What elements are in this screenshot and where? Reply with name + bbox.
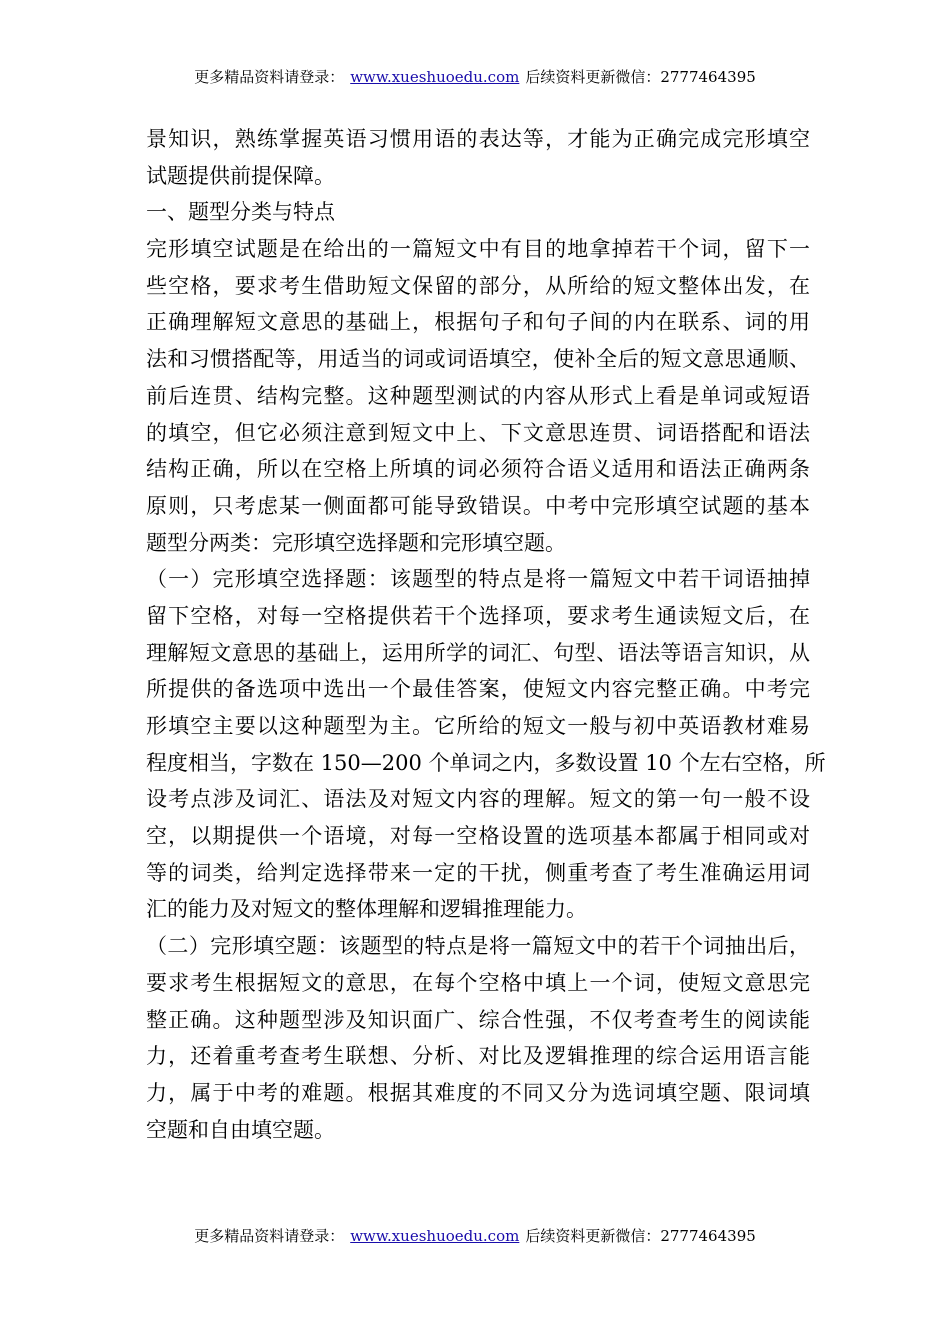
body-line-2: 试题提供前提保障。 (146, 163, 335, 188)
body-line-23: （二）完形填空题：该题型的特点是将一篇短文中的若干个词抽出后， (146, 934, 810, 959)
body-line-7: 法和习惯搭配等，用适当的词或词语填空，使补全后的短文意思通顺、 (146, 347, 810, 372)
body-line-25: 整正确。这种题型涉及知识面广、综合性强，不仅考查考生的阅读能 (146, 1007, 810, 1032)
body-line-20: 空，以期提供一个语境，对每一空格设置的选项基本都属于相同或对 (146, 824, 810, 849)
body-line-10: 结构正确，所以在空格上所填的词必须符合语义适用和语法正确两条 (146, 457, 810, 482)
body-line-26: 力，还着重考查考生联想、分析、对比及逻辑推理的综合运用语言能 (146, 1044, 810, 1069)
body-line-12: 题型分两类：完形填空选择题和完形填空题。 (146, 530, 566, 555)
section-heading: 一、题型分类与特点 (146, 200, 335, 225)
body-line-22: 汇的能力及对短文的整体理解和逻辑推理能力。 (146, 897, 587, 922)
body-line-24: 要求考生根据短文的意思，在每个空格中填上一个词，使短文意思完 (146, 970, 810, 995)
page-header (0, 67, 950, 87)
body-line-27: 力，属于中考的难题。根据其难度的不同又分为选词填空题、限词填 (146, 1080, 810, 1105)
header-prefix: 更多精品资料请登录： (194, 68, 345, 86)
page-footer (0, 1226, 950, 1246)
body-line-17: 形填空主要以这种题型为主。它所给的短文一般与初中英语教材难易 (146, 714, 810, 738)
body-line-14: 留下空格，对每一空格提供若干个选择项，要求考生通读短文后，在 (146, 603, 810, 628)
body-line-9: 的填空，但它必须注意到短文中上、下文意思连贯、词语搭配和语法 (146, 420, 810, 445)
body-line-1: 景知识，熟练掌握英语习惯用语的表达等，才能为正确完成完形填空 (146, 127, 810, 151)
header-site-link[interactable]: www.xueshuoedu.com (350, 68, 520, 86)
footer-suffix: 后续资料更新微信：2777464395 (525, 1227, 756, 1245)
body-line-4: 完形填空试题是在给出的一篇短文中有目的地拿掉若干个词，留下一 (146, 237, 810, 262)
body-line-8: 前后连贯、结构完整。这种题型测试的内容从形式上看是单词或短语 (146, 383, 810, 408)
footer-prefix: 更多精品资料请登录： (194, 1227, 345, 1245)
body-line-18: 程度相当，字数在 150—200 个单词之内，多数设置 10 个左右空格，所 (146, 750, 826, 775)
body-line-19: 设考点涉及词汇、语法及对短文内容的理解。短文的第一句一般不设 (146, 787, 810, 812)
body-line-15: 理解短文意思的基础上，运用所学的词汇、句型、语法等语言知识，从 (146, 640, 810, 665)
header-suffix: 后续资料更新微信：2777464395 (525, 68, 756, 86)
footer-site-link[interactable]: www.xueshuoedu.com (350, 1227, 520, 1245)
body-line-13: （一）完形填空选择题：该题型的特点是将一篇短文中若干词语抽掉 (146, 567, 810, 592)
body-line-11: 原则，只考虑某一侧面都可能导致错误。中考中完形填空试题的基本 (146, 493, 810, 518)
document-body (146, 121, 826, 1148)
body-line-6: 正确理解短文意思的基础上，根据句子和句子间的内在联系、词的用 (146, 310, 810, 335)
body-line-28: 空题和自由填空题。 (146, 1117, 335, 1142)
body-line-16: 所提供的备选项中选出一个最佳答案，使短文内容完整正确。中考完 (146, 677, 810, 702)
body-line-21: 等的词类，给判定选择带来一定的干扰，侧重考查了考生准确运用词 (146, 860, 810, 885)
body-line-5: 些空格，要求考生借助短文保留的部分，从所给的短文整体出发，在 (146, 273, 810, 298)
